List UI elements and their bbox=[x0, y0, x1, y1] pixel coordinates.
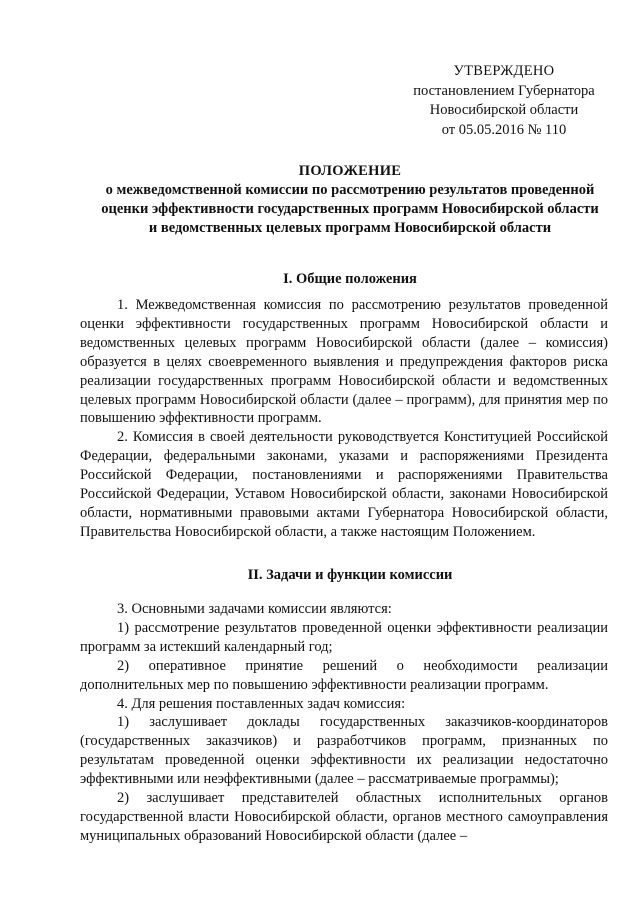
approval-heading: УТВЕРЖДЕНО bbox=[453, 63, 555, 79]
title-line: и ведомственных целевых программ Новосибирской области bbox=[148, 220, 552, 236]
paragraph: 4. Для решения поставленных задач комиссия: bbox=[117, 695, 406, 712]
paragraph: 1. Межведомственная комиссия по рассмотрению результатов проведенной оценки эффективности государственных программ Новосибирской области и ведомственных целевых программ Новосибирской области (далее – комиссия) образуется в целях своевременного выявления и предупреждения факторов риска реализации государственных программ Новосибирской области и ведомственных целевых программ Новосибирской области (далее – программ), для принятия мер по повышению эффективности программ. bbox=[80, 297, 608, 427]
paragraph: 2) заслушивает представителей областных исполнительных органов государственной власти Новосибирской области, органов местного самоуправления муниципальных образований Новосибирской области (далее – bbox=[80, 790, 608, 844]
approval-date: от 05.05.2016 № 110 bbox=[441, 121, 567, 138]
approval-block bbox=[404, 62, 604, 140]
approval-line: Новосибирской области bbox=[429, 102, 579, 118]
paragraph: 2. Комиссия в своей деятельности руководствуется Конституцией Российской Федерации, федеральными законами, указами и распоряжениями Президента Российской Федерации, постановлениями и распоряжениями Правительства Российской Федерации, Уставом Новосибирской области, законами Новосибирской области, нормативными правовыми актами Губернатора Новосибирской области, Правительства Новосибирской области, а также настоящим Положением. bbox=[80, 429, 608, 540]
section-heading-tasks: II. Задачи и функции комиссии bbox=[247, 567, 453, 583]
section-general-body bbox=[80, 296, 608, 542]
title-line: о межведомственной комиссии по рассмотрению результатов проведенной bbox=[105, 182, 595, 198]
paragraph: 1) заслушивает доклады государственных заказчиков-координаторов (государственных заказчиков) и разработчиков программ, признанных по результатам проведенной оценки эффективности их реализации недостаточно эффективными или неэффективными (далее – рассматриваемые программы); bbox=[80, 714, 608, 788]
paragraph: 2) оперативное принятие решений о необходимости реализации дополнительных мер по повышению эффективности реализации программ. bbox=[80, 657, 608, 693]
title-line: оценки эффективности государственных программ Новосибирской области bbox=[101, 201, 599, 217]
approval-line: постановлением Губернатора bbox=[413, 82, 595, 99]
paragraph: 3. Основными задачами комиссии являются: bbox=[117, 601, 392, 617]
section-tasks-body bbox=[80, 600, 608, 846]
section-heading-general: I. Общие положения bbox=[283, 271, 417, 287]
paragraph: 1) рассмотрение результатов проведенной оценки эффективности реализации программ за истекший календарный год; bbox=[80, 619, 608, 655]
document-title bbox=[70, 162, 630, 238]
title-main: ПОЛОЖЕНИЕ bbox=[298, 163, 402, 179]
